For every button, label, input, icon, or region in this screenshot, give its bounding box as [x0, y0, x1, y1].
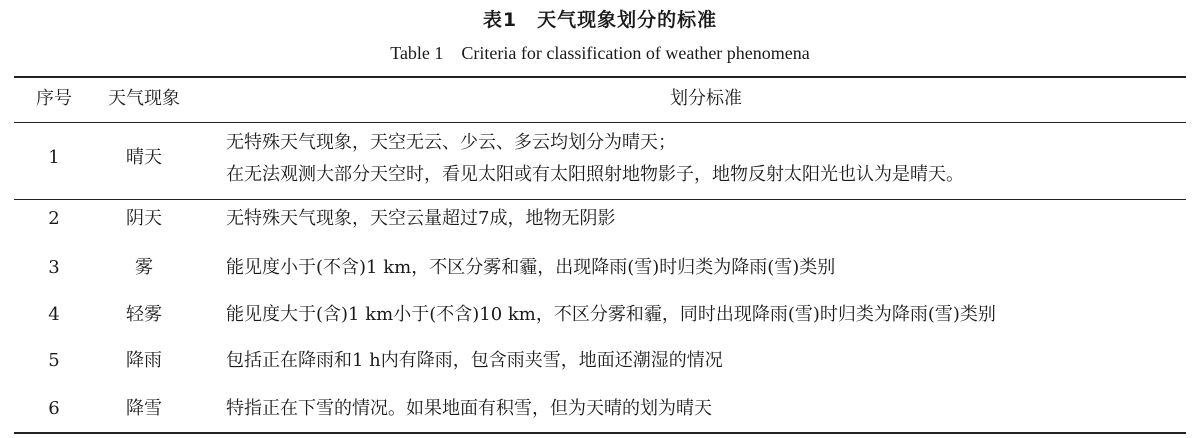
row-phenomenon: 轻雾	[126, 304, 162, 325]
row-phenomenon: 降雨	[126, 350, 162, 371]
row-index: 6	[48, 398, 60, 419]
table-caption-english: Table 1 Criteria for classification of weather phenomena	[390, 43, 810, 63]
row-phenomenon: 雾	[135, 257, 153, 278]
row-criteria-line: 特指正在下雪的情况。如果地面有积雪，但为天晴的划为晴天	[226, 398, 712, 419]
row-criteria-line: 能见度小于(不含)1 km，不区分雾和霾，出现降雨(雪)时归类为降雨(雪)类别	[226, 257, 836, 278]
row-phenomenon: 阴天	[126, 208, 162, 229]
row-index: 1	[48, 147, 60, 168]
row-index: 3	[48, 257, 60, 278]
header-phenomenon: 天气现象	[108, 88, 180, 109]
row-criteria-line: 能见度大于(含)1 km小于(不含)10 km，不区分雾和霾，同时出现降雨(雪)时归类为降雨(雪)类别	[226, 304, 996, 325]
table-caption-chinese: 表1 天气现象划分的标准	[482, 9, 718, 31]
row-criteria-line: 包括正在降雨和1 h内有降雨，包含雨夹雪，地面还潮湿的情况	[226, 350, 723, 371]
header-index: 序号	[36, 88, 72, 109]
row-criteria-line: 无特殊天气现象，天空无云、少云、多云均划分为晴天；	[226, 132, 676, 153]
row-index: 4	[48, 304, 60, 325]
table-bottom-rule	[14, 432, 1186, 434]
table-top-rule	[14, 76, 1186, 78]
row-criteria-line: 在无法观测大部分天空时，看见太阳或有太阳照射地物影子，地物反射太阳光也认为是晴天。	[226, 164, 964, 185]
row-phenomenon: 降雪	[126, 398, 162, 419]
row-index: 2	[48, 208, 60, 229]
table-header-rule	[14, 122, 1186, 123]
table-row-divider	[14, 199, 1186, 200]
header-criteria: 划分标准	[670, 88, 742, 109]
row-phenomenon: 晴天	[126, 147, 162, 168]
row-criteria-line: 无特殊天气现象，天空云量超过7成，地物无阴影	[226, 208, 616, 229]
row-index: 5	[48, 350, 60, 371]
